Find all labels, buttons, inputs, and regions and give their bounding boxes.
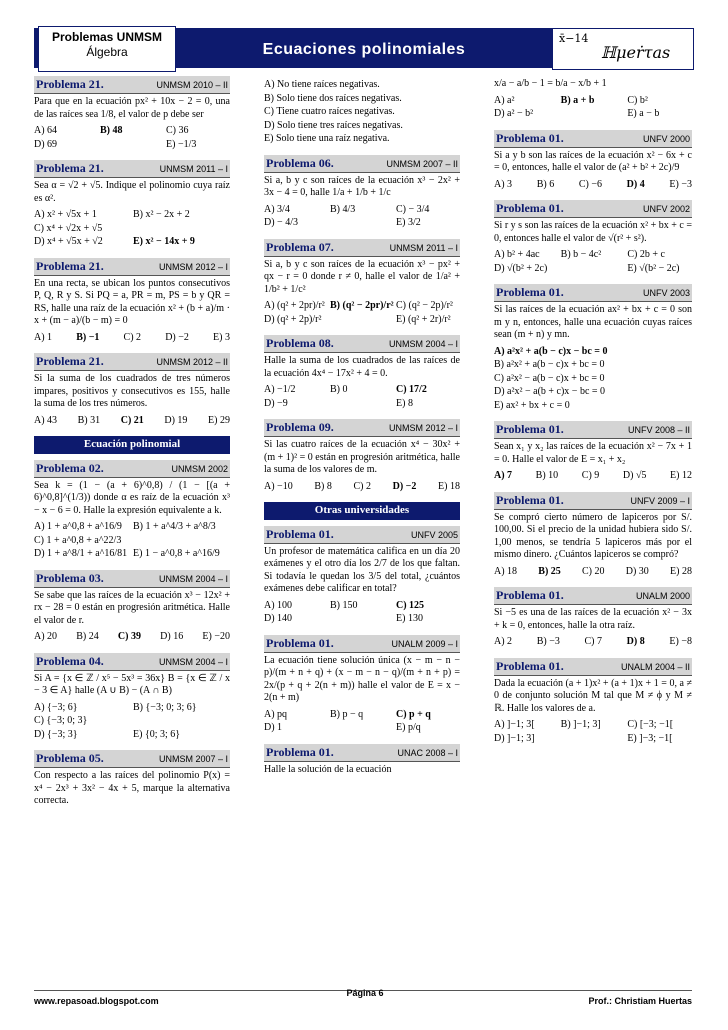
header-formula: x̄−14 xyxy=(559,32,589,45)
answer-option: E) 1 − a^0,8 + a^16/9 xyxy=(133,548,220,560)
problem-header xyxy=(34,258,230,276)
answer-option: E) ax² + bx + c = 0 xyxy=(494,399,570,411)
answer-option: E) −20 xyxy=(202,631,230,643)
problem-header xyxy=(264,744,460,762)
problem-block xyxy=(494,200,692,275)
answer-options xyxy=(494,566,692,579)
answer-option: C) 1 + a^0,8 + a^22/3 xyxy=(34,534,122,546)
problem-statement: Dada la ecuación (a + 1)x² + (a + 1)x + 1 = 0, a ≠ 0 de conjunto solución M tal que M ≠ ϕ y M ≠ ℝ. Halle los valores de a. xyxy=(494,677,692,714)
answer-option: B) ]−1; 3] xyxy=(560,719,601,730)
problem-block xyxy=(494,284,692,412)
answer-option: B) −3 xyxy=(536,636,560,647)
problem-header xyxy=(34,460,230,478)
problem-header xyxy=(34,750,230,768)
answer-option: A) 64 xyxy=(34,125,58,136)
answer-option: E) 3/2 xyxy=(396,217,421,228)
header-logo: ℍμeṙτas xyxy=(601,43,671,62)
answer-option: D) 140 xyxy=(264,613,293,625)
problem-number: Problema 08. xyxy=(266,336,334,350)
answer-option: D) {−3; 3} xyxy=(34,728,78,740)
problem-statement: Si A = {x ∈ ℤ / x⁵ − 5x³ = 36x} B = {x ∈ ℤ / x − 3 ∈ A} halle (A ∪ B) − (A ∩ B) xyxy=(34,672,230,697)
problem-block xyxy=(264,526,460,626)
problem-header xyxy=(494,130,692,148)
problem-header xyxy=(34,160,230,178)
answer-option: A) (q² + 2pr)/r² xyxy=(264,300,325,311)
answer-option: C) 21 xyxy=(120,414,144,426)
problem-number: Problema 07. xyxy=(266,239,334,254)
problem-statement: Si a y b son las raíces de la ecuación x² − 6x + c = 0, entonces, halle el valor de (a² + b² + 2c)/9 xyxy=(494,149,692,173)
problem-block xyxy=(34,160,230,249)
answer-option: D) −2 xyxy=(165,331,189,343)
problem-number: Problema 09. xyxy=(266,420,334,434)
footer-website[interactable]: www.repasoad.blogspot.com xyxy=(34,996,159,1006)
problem-number: Problema 21. xyxy=(36,258,104,273)
answer-option: C) (q² − 2p)/r² xyxy=(396,300,453,311)
problem-header xyxy=(494,421,692,439)
answer-options xyxy=(264,709,460,735)
answer-option: D) 1 + a^8/1 + a^16/81 xyxy=(34,548,128,560)
answer-option: D) 4 xyxy=(626,178,645,190)
header-formula-box xyxy=(552,28,694,70)
answer-option: A) −10 xyxy=(264,480,293,492)
answer-option: C) 2 xyxy=(353,480,371,492)
answer-option: D) −2 xyxy=(392,480,417,492)
problem-source: UNMSM 2012 – II xyxy=(156,357,228,367)
problem-number: Problema 03. xyxy=(36,570,104,585)
answer-option: A) 100 xyxy=(264,599,293,611)
answer-options xyxy=(264,300,460,326)
answer-option: D) −9 xyxy=(264,397,288,409)
answer-option: C) 36 xyxy=(166,125,189,136)
problem-number: Problema 01. xyxy=(496,492,564,507)
answer-option: A) 3/4 xyxy=(264,203,290,215)
answer-option: D) a²x² − a(b + c)x − bc = 0 xyxy=(494,386,606,397)
header-series-box xyxy=(38,26,176,72)
answer-options xyxy=(264,384,460,410)
answer-option: A) x² + √5x + 1 xyxy=(34,209,97,220)
answer-option: C) 17/2 xyxy=(396,384,427,395)
answer-option: A) a²x² + a(b − c)x − bc = 0 xyxy=(494,345,608,357)
answer-option: A) 43 xyxy=(34,414,58,426)
answer-option: C) 20 xyxy=(582,565,605,577)
answer-option: A) −1/2 xyxy=(264,384,296,395)
problem-source: UNMSM 2010 – II xyxy=(156,80,228,90)
problem-block xyxy=(264,79,460,146)
answer-option: D) − 4/3 xyxy=(264,217,298,228)
answer-option xyxy=(330,398,394,411)
problem-number: Problema 01. xyxy=(496,588,564,602)
answer-option: D) 30 xyxy=(625,565,649,577)
answer-option: D) 69 xyxy=(34,138,58,150)
answer-option: C) a²x² − a(b − c)x + bc = 0 xyxy=(494,372,605,384)
answer-option: B) a²x² + a(b − c)x + bc = 0 xyxy=(494,359,605,370)
answer-option: A) {−3; 6} xyxy=(34,701,78,713)
problem-source: UNALM 2000 xyxy=(635,591,690,601)
problem-source: UNMSM 2004 – I xyxy=(158,573,228,584)
problem-header xyxy=(34,653,230,671)
answer-option: D) (q² + 2p)/r² xyxy=(264,313,322,325)
problem-block xyxy=(494,492,692,579)
answer-option: D) 8 xyxy=(626,636,645,647)
answer-options xyxy=(34,209,230,249)
answer-option: C) 2 xyxy=(123,331,142,343)
answer-option: B) 10 xyxy=(535,470,559,481)
problem-source: UNFV 2005 xyxy=(410,529,458,540)
answer-option: B) x² − 2x + 2 xyxy=(133,209,190,220)
answer-option: A) 7 xyxy=(494,470,513,481)
answer-option: D) √(b² + 2c) xyxy=(494,262,548,274)
problem-block xyxy=(34,258,230,345)
answer-option: E) a − b xyxy=(627,108,660,119)
problem-header xyxy=(264,155,460,173)
answer-option: A) ]−1; 3[ xyxy=(494,719,535,730)
answer-option: B) a + b xyxy=(560,94,595,106)
problem-source: UNFV 2003 xyxy=(642,288,690,298)
answer-option xyxy=(133,535,230,548)
answer-option: E) 29 xyxy=(208,414,230,426)
answer-option: E) {0; 3; 6} xyxy=(133,728,181,740)
problem-statement: Se compró cierto número de lapiceros por S/. 100,00. Si el precio de la unidad hubiera sido S/. 1,00 menos, se tendría 5 lapiceros más por el mismo dinero. ¿Cuántos lapiceros se compró? xyxy=(494,511,692,560)
footer-page-number: Página 6 xyxy=(346,988,384,998)
answer-option: B) Solo tiene dos raíces negativas. xyxy=(264,92,402,104)
answer-options xyxy=(264,600,460,626)
answer-option: E) Solo tiene una raíz negativa. xyxy=(264,133,390,144)
problem-statement: Si −5 es una de las raíces de la ecuación x² − 3x + k = 0, entonces, halle la otra raíz. xyxy=(494,607,692,631)
problem-number: Problema 05. xyxy=(36,751,104,766)
header-subject: Álgebra xyxy=(86,45,128,59)
answer-option: D) 16 xyxy=(160,631,184,643)
problem-header xyxy=(34,570,230,588)
problem-header xyxy=(264,239,460,257)
answer-option: D) Solo tiene tres raíces negativas. xyxy=(264,119,403,131)
problem-number: Problema 01. xyxy=(266,526,334,541)
answer-option: D) x⁴ + √5x + √2 xyxy=(34,236,103,247)
answer-option: C) x⁴ + √2x + √5 xyxy=(34,222,103,234)
problem-statement: Si las cuatro raíces de la ecuación x⁴ − 30x² + (m + 1)² = 0 están en progresión aritmética, halle la suma de los valores de m. xyxy=(264,439,460,475)
problem-number: Problema 21. xyxy=(36,161,104,175)
answer-option: A) a² xyxy=(494,94,515,106)
problem-block xyxy=(34,460,230,561)
problem-number: Problema 01. xyxy=(496,422,564,436)
problem-statement: Para que en la ecuación px² + 10x − 2 = 0, una de las raíces sea 1/8, el valor de p debe ser xyxy=(34,96,230,120)
answer-options xyxy=(494,346,692,413)
problem-source: UNALM 2009 – I xyxy=(391,638,458,649)
answer-option: E) −8 xyxy=(669,636,692,647)
section-heading: Otras universidades xyxy=(264,502,460,520)
problem-block xyxy=(264,155,460,230)
answer-option xyxy=(330,722,394,735)
answer-option: A) 3 xyxy=(494,178,513,190)
answer-option: E) (q² + 2r)/r² xyxy=(396,313,451,325)
problem-block xyxy=(494,421,692,483)
answer-option xyxy=(561,263,626,276)
answer-options xyxy=(264,481,460,494)
problem-header xyxy=(264,335,460,353)
answer-option: C) b² xyxy=(627,94,648,106)
problem-source: UNFV 2002 xyxy=(642,204,690,214)
problem-source: UNAC 2008 – I xyxy=(397,747,458,758)
answer-options xyxy=(494,95,692,121)
problem-statement: Si a, b y c son raíces de la ecuación x³ − px² + qx − r = 0 donde r ≠ 0, halle el valor de 1/a² + 1/b² + 1/c² xyxy=(264,258,460,295)
problem-header xyxy=(494,587,692,605)
answer-option: C) p + q xyxy=(396,708,431,720)
problem-block xyxy=(264,635,460,735)
problem-source: UNMSM 2011 – I xyxy=(389,242,458,253)
answer-option: B) 6 xyxy=(536,178,555,190)
answer-option: C) − 3/4 xyxy=(396,203,430,215)
answer-option: D) ]−1; 3] xyxy=(494,732,535,744)
problem-statement: Si las raíces de la ecuación ax² + bx + c = 0 son m y n, entonces, halle una ecuación cuyas raíces sean (m + n) y mn. xyxy=(494,304,692,340)
page-title: Ecuaciones polinomiales xyxy=(262,41,466,58)
answer-option: D) √5 xyxy=(622,470,647,481)
answer-options xyxy=(34,702,230,742)
problem-block xyxy=(494,78,692,121)
answer-option: A) 2 xyxy=(494,636,513,647)
problem-source: UNMSM 2012 – I xyxy=(158,261,228,272)
answer-option: B) 1 + a^4/3 + a^8/3 xyxy=(133,521,216,533)
problem-block xyxy=(264,335,460,410)
problem-statement: Sea k = (1 − (a + 6)^0,8) / (1 − [(a + 6)^0,8]^(1/3)) donde α es raíz de la ecuación x³ − x − 6 = 0. Halle la expresión equivalente a k. xyxy=(34,479,230,516)
answer-options xyxy=(34,521,230,561)
answer-option xyxy=(330,217,394,230)
problem-source: UNALM 2004 – II xyxy=(620,661,690,672)
answer-option: C) 125 xyxy=(396,599,425,611)
problem-number: Problema 21. xyxy=(36,77,104,91)
column-middle xyxy=(264,76,460,785)
answer-option: C) 2b + c xyxy=(627,249,665,260)
problem-header xyxy=(264,635,460,653)
answer-options xyxy=(494,249,692,275)
problem-header xyxy=(494,658,692,676)
problem-source: UNFV 2008 – II xyxy=(627,425,690,435)
problem-source: UNFV 2009 – I xyxy=(630,495,690,506)
problem-statement: Halle la solución de la ecuación xyxy=(264,763,392,775)
problem-number: Problema 01. xyxy=(496,201,564,215)
problem-number: Problema 01. xyxy=(496,658,564,673)
answer-option: B) (q² − 2pr)/r² xyxy=(330,300,394,311)
problem-source: UNMSM 2004 – I xyxy=(158,656,228,667)
answer-option: A) No tiene raíces negativas. xyxy=(264,79,380,90)
answer-option: E) √(b² − 2c) xyxy=(627,262,680,274)
problem-statement: La ecuación tiene solución única (x − m − n − p)/(m + n + q) + (x − m − n − q)/(m + n + p) = 2x/(p + q + 2(n + m)) halle el valor de E = x − 2(n + m) xyxy=(264,654,460,704)
answer-option xyxy=(133,715,230,728)
answer-option: C) Tiene cuatro raíces negativas. xyxy=(264,106,395,117)
answer-option: E) 18 xyxy=(438,480,460,492)
footer-author: Prof.: Christiam Huertas xyxy=(588,996,692,1006)
problem-block xyxy=(264,744,460,777)
problem-header xyxy=(494,200,692,218)
problem-header xyxy=(34,76,230,94)
answer-options xyxy=(494,179,692,192)
answer-option: B) {−3; 0; 3; 6} xyxy=(133,701,197,713)
problem-statement: Si la suma de los cuadrados de tres números impares, positivos y consecutivos es 155, halle la suma de los tres números. xyxy=(34,373,230,409)
problem-number: Problema 06. xyxy=(266,155,334,170)
answer-option: B) 25 xyxy=(538,565,561,577)
problem-statement: Con respecto a las raíces del polinomio P(x) = x⁴ − 2x³ + 3x² − 4x + 5, marque la alternativa correcta. xyxy=(34,770,230,807)
answer-option: B) 150 xyxy=(330,599,358,611)
answer-option: B) 24 xyxy=(76,631,99,643)
answer-option: A) 20 xyxy=(34,631,58,643)
answer-option: E) 28 xyxy=(670,565,692,577)
answer-option: D) 1 xyxy=(264,722,283,734)
problem-number: Problema 01. xyxy=(266,744,334,759)
problem-block xyxy=(494,130,692,192)
answer-option: C) 7 xyxy=(584,636,603,647)
problem-block xyxy=(264,239,460,327)
answer-option: A) 1 xyxy=(34,331,53,343)
answer-option: E) 3 xyxy=(213,331,230,343)
answer-option: B) 0 xyxy=(330,384,348,395)
problem-header xyxy=(494,284,692,302)
answer-option: C) [−3; −1[ xyxy=(627,719,674,730)
problem-block xyxy=(34,76,230,151)
problem-source: UNMSM 2002 xyxy=(171,463,228,474)
column-left xyxy=(34,76,230,817)
problem-header xyxy=(494,492,692,510)
problem-statement: Sean x₁ y x₂ las raíces de la ecuación x² − 7x + 1 = 0. Halle el valor de E = x₁ + x₂ xyxy=(494,441,692,465)
answer-option: E) p/q xyxy=(396,722,421,734)
problem-statement: Sea α = √2 + √5. Indique el polinomio cuya raíz es α². xyxy=(34,180,230,204)
answer-option xyxy=(561,733,626,746)
answer-options xyxy=(494,636,692,649)
problem-source: UNFV 2000 xyxy=(642,133,690,144)
header-series: Problemas UNMSM xyxy=(51,30,163,44)
problem-block xyxy=(34,653,230,742)
problem-number: Problema 01. xyxy=(266,635,334,650)
answer-option: C) 9 xyxy=(581,470,600,481)
answer-option: D) a² − b² xyxy=(494,108,534,119)
problem-number: Problema 04. xyxy=(36,653,104,668)
answer-option: E) 12 xyxy=(670,470,692,481)
answer-option xyxy=(133,223,230,236)
answer-option xyxy=(100,139,164,152)
answer-option: B) b − 4c² xyxy=(560,249,602,260)
answer-option: B) 48 xyxy=(100,125,123,136)
answer-option: E) −3 xyxy=(669,178,692,190)
problem-statement: En una recta, se ubican los puntos consecutivos P, Q, R y S. Si PQ = a, PR = m, PS = b y QR = RS, halle una raíz de la ecuación x² + (b + a)/m · x + (m − a)/(b − m) = 0 xyxy=(34,277,230,326)
problem-block xyxy=(34,750,230,808)
answer-option: E) 130 xyxy=(396,613,423,625)
problem-statement: Halle la suma de los cuadrados de las raíces de la ecuación 4x⁴ − 17x² + 4 = 0. xyxy=(264,355,460,379)
problem-source: UNMSM 2007 – I xyxy=(158,754,228,765)
section-heading: Ecuación polinomial xyxy=(34,436,230,454)
problem-block xyxy=(34,353,230,427)
problem-source: UNMSM 2011 – I xyxy=(159,164,228,174)
answer-options xyxy=(34,125,230,151)
answer-option: A) b² + 4ac xyxy=(494,249,540,260)
problem-statement: x/a − a/b − 1 = b/a − x/b + 1 xyxy=(494,78,607,89)
answer-options xyxy=(264,204,460,230)
problem-source: UNMSM 2012 – I xyxy=(388,423,458,433)
answer-option: B) −1 xyxy=(76,331,100,343)
problem-number: Problema 01. xyxy=(496,285,564,299)
problem-source: UNMSM 2004 – I xyxy=(388,339,458,349)
column-right xyxy=(494,76,692,754)
problem-block xyxy=(494,587,692,649)
answer-option xyxy=(330,613,394,626)
problem-source: UNMSM 2007 – II xyxy=(386,158,458,169)
answer-option: B) 8 xyxy=(314,480,332,492)
answer-option: A) 18 xyxy=(494,565,518,577)
answer-options xyxy=(494,719,692,745)
problem-statement: Un profesor de matemática califica en un día 20 exámenes y el otro día los 2/7 de los que faltan. Si todavía le quedan los 3/5 del total, ¿cuántos exámenes debe calificar en total? xyxy=(264,545,460,595)
answer-option: C) 39 xyxy=(117,631,141,643)
problem-block xyxy=(494,658,692,746)
answer-option xyxy=(330,314,394,327)
answer-option: C) {−3; 0; 3} xyxy=(34,715,88,727)
answer-option: E) −1/3 xyxy=(166,138,197,150)
problem-statement: Se sabe que las raíces de la ecuación x³ − 12x² + rx − 28 = 0 están en progresión aritmética. Halle el valor de r. xyxy=(34,589,230,626)
answer-option: D) 19 xyxy=(164,414,188,426)
answer-options xyxy=(34,332,230,345)
answer-option: B) p − q xyxy=(330,708,364,720)
answer-option: A) 1 + a^0,8 + a^16/9 xyxy=(34,521,122,533)
problem-block xyxy=(264,419,460,493)
problem-block xyxy=(34,570,230,644)
answer-option: A) pq xyxy=(264,708,288,720)
answer-option: B) 4/3 xyxy=(330,203,356,215)
problem-header xyxy=(34,353,230,371)
answer-options xyxy=(264,79,460,146)
problem-number: Problema 21. xyxy=(36,354,104,368)
problem-statement: Si a, b y c son raíces de la ecuación x³ − 2x² + 3x − 4 = 0, halle 1/a + 1/b + 1/c xyxy=(264,174,460,198)
answer-option: C) −6 xyxy=(578,178,603,190)
problem-number: Problema 02. xyxy=(36,460,104,475)
problem-header xyxy=(264,419,460,437)
answer-option: E) 8 xyxy=(396,397,413,409)
answer-options xyxy=(494,470,692,483)
answer-option xyxy=(561,108,626,121)
answer-option: E) ]−3; −1[ xyxy=(627,732,673,744)
problem-statement: Si r y s son las raíces de la ecuación x² + bx + c = 0, entonces halle el valor de √(r² + s²). xyxy=(494,220,692,244)
answer-option: B) 31 xyxy=(77,414,101,426)
answer-options xyxy=(34,415,230,428)
problem-number: Problema 01. xyxy=(496,130,564,145)
answer-options xyxy=(34,631,230,644)
problem-header xyxy=(264,526,460,544)
answer-option: E) x² − 14x + 9 xyxy=(133,236,195,247)
